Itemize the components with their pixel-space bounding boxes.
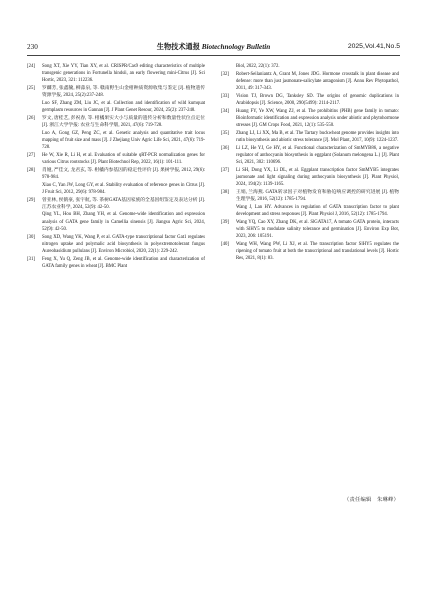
- reference-number: [26]: [27, 115, 35, 121]
- reference-number: [31]: [27, 256, 35, 262]
- page-header: [27, 40, 400, 54]
- reference-text: 罗麟芳, 张鑫毓, 柳淼泉, 等. 赣南野生山金柑种质资源收集与鉴定 [J]. 植物遗传资源学报, 2024, 25(2):237-248.: [42, 86, 205, 99]
- reference-text: Luo SF, Zhang ZM, Liu JC, et al. Collection and identification of wild kumquat germplasm resources in Gannan [J]. J Plant Genet Resour, 2024, 25(2): 237-248.: [42, 100, 205, 114]
- reference-number: [30]: [27, 234, 35, 240]
- reference-text: He W, Xie R, Li H, et al. Evaluation of suitable qRT-PCR normalization genes for various Citrus rootstocks [J]. Plant Biotechnol Rep, 2022, 16(1): 101-111.: [42, 152, 205, 165]
- reference-number: [25]: [27, 86, 35, 92]
- reference-number: [40]: [221, 241, 229, 247]
- reference-item: [221, 130, 399, 144]
- reference-item: [27, 211, 205, 232]
- reference-text: 王娟, 兰海燕. GATA转录因子对植物发育和胁迫响应调控的研究进展 [J]. 植物生理学报, 2016, 52(12): 1785-1794.: [236, 189, 399, 202]
- reference-text: Song XD, Wang YK, Wang P, et al. GATA-type transcriptional factor Gat1 regulates nitrogen uptake and polymalic acid biosynthesis in polyextremotolerant fungus Aureobasidium pullulans [J]. Environ Microbiol, 2020, 22(1): 229-242.: [42, 234, 205, 254]
- reference-text: Feng X, Yu Q, Zeng JB, et al. Genome-wide identification and characterization of GATA family genes in wheat [J]. BMC Plant: [42, 256, 205, 269]
- journal-title-cn: 生物技术通报: [156, 43, 200, 51]
- reference-item: [27, 256, 205, 270]
- reference-text: 罗文, 唐桂艺, 彭祝春, 等. 柑橘果实大小与质量的遗传分析和数量性状位点定位 [J]. 浙江大学学报: 农业与生命科学版, 2021, 47(6): 719-728.: [42, 115, 205, 129]
- reference-text: Huang FY, Ye XW, Wang ZJ, et al. The prohibitins (PHB) gene family in tomato: Bioinformatic identification and expression analysis under abiotic and phytohormone stresses [J]. GM Crops Food, 2021, 12(1): 535-550.: [236, 108, 399, 129]
- reference-number: [36]: [221, 145, 229, 151]
- reference-number: [38]: [221, 189, 229, 195]
- reference-number: [27]: [27, 152, 35, 158]
- responsible-editor: （责任编辑 朱琳峰）: [344, 497, 399, 503]
- reference-item: [27, 152, 205, 166]
- reference-text: Wang J, Lan HY. Advances in regulation of GATA transcription factor to plant development and stress responses [J]. Plant Physiol J, 2016, 52(12): 1785-1794.: [236, 204, 399, 217]
- reference-text: Li LZ, He YJ, Ge HY, et al. Functional characterization of SmMYB86, a negative regulator of anthocyanin biosynthesis in eggplant (Solanum melongena L.) [J]. Plant Sci, 2021, 302: 110696.: [236, 145, 399, 165]
- reference-item: [221, 189, 399, 203]
- reference-text: Zhang LJ, Li XX, Ma B, et al. The Tartary buckwheat genome provides insights into rutin biosynthesis and abiotic stress tolerance [J]. Mol Plant, 2017, 10(9): 1224-1237.: [236, 130, 399, 143]
- reference-text: Li SH, Dong YX, Li DL, et al. Eggplant transcription factor SmMYB5 integrates jasmonate and light signaling during anthocyanin biosynthesis [J]. Plant Physiol, 2024, 194(2): 1139-1165.: [236, 167, 399, 188]
- reference-number: [29]: [27, 197, 35, 203]
- page-number: 230: [27, 43, 38, 51]
- reference-text: Biol, 2022, 22(1): 372.: [236, 64, 280, 69]
- reference-text: Song XT, Xie YY, Tian XY, et al. CRISPR/Cas9 editing characteristics of multiple transgenic generations in Fortunella hindsii, an early flowering mini-Citrus [J]. Sci Hortic, 2023, 321: 112236.: [42, 64, 205, 84]
- reference-text: Wang YQ, Cao XY, Zhang DK, et al. SlGATA17, A tomato GATA protein, interacts with SlHY5 to modulate salinity tolerance and germination [J]. Environ Exp Bot, 2023, 206: 105191.: [236, 219, 399, 239]
- reference-item: [221, 219, 399, 240]
- references-left-column: [27, 63, 205, 271]
- reference-item: [221, 93, 399, 107]
- reference-item: [221, 204, 399, 218]
- reference-item: [27, 85, 205, 99]
- reference-item: [27, 115, 205, 129]
- references-right-column: [221, 63, 399, 263]
- reference-text: Xiao C, Yan JW, Long GY, et al. Stability evaluation of reference genes in Citrus [J]. J Fruit Sci, 2012, 29(6): 978-984.: [42, 182, 205, 195]
- reference-item: [27, 130, 205, 151]
- reference-item: [27, 100, 205, 114]
- reference-item: [27, 167, 205, 181]
- reference-item: [221, 108, 399, 129]
- reference-item: [27, 182, 205, 196]
- reference-item: [27, 197, 205, 211]
- reference-text: Luo A, Gong GZ, Peng ZC, et al. Genetic analysis and quantitative trait locus mapping of fruit size and mass [J]. J Zhejiang Univ Agric Life Sci, 2021, 47(6): 719-728.: [42, 130, 205, 151]
- reference-text: Qing YL, Hou BH, Zhang YH, et al. Genome-wide identification and expression analysis of GATA gene family in Camellia sinensis [J]. Jiangsu Agric Sci, 2024, 52(9): 42-50.: [42, 212, 205, 232]
- issue-info: 2025,Vol.41,No.5: [347, 43, 400, 50]
- reference-number: [33]: [221, 93, 229, 99]
- reference-text: Robert-Seilaniantz A, Grant M, Jones JDG. Hormone crosstalk in plant disease and defense: more than just jasmonate-salicylate antagonism [J]. Annu Rev Phytopathol, 2011, 49: 317-343.: [236, 71, 399, 92]
- reference-item: [27, 63, 205, 84]
- reference-number: [24]: [27, 64, 35, 69]
- reference-number: [34]: [221, 108, 229, 114]
- reference-text: Vision TJ, Brown DG, Tanksley SD. The origins of genomic duplications in Arabidopsis [J]. Science, 2000, 290(5499): 2114-2117.: [236, 93, 399, 106]
- reference-text: 肖娅, 严佳文, 龙君玄, 等. 柑橘内参基因的稳定性评价 [J]. 果树学报, 2012, 29(6): 978-984.: [42, 167, 205, 180]
- reference-text: Wang WH, Wang PW, Li XJ, et al. The transcription factor SlHY5 regulates the ripening of tomato fruit at both the transcriptional and translational levels [J]. Hortic Res, 2021, 8(1): 83.: [236, 241, 399, 261]
- reference-number: [37]: [221, 167, 229, 173]
- reference-text: 曾亚林, 侯鹤豪, 张宇航, 等. 茶树GATA基因家族的全基因组鉴定及表达分析 [J]. 江苏农业科学, 2024, 52(9): 42-50.: [42, 197, 205, 210]
- reference-item: [221, 167, 399, 188]
- reference-number: [28]: [27, 167, 35, 173]
- reference-item: [221, 145, 399, 166]
- reference-number: [35]: [221, 130, 229, 136]
- header-rule: [27, 55, 400, 56]
- reference-item: [221, 241, 399, 262]
- journal-title-en: Biotechnology Bulletin: [201, 43, 271, 51]
- reference-number: [39]: [221, 219, 229, 225]
- reference-item: [221, 71, 399, 92]
- reference-item: [27, 234, 205, 255]
- journal-title: [27, 40, 400, 54]
- reference-number: [32]: [221, 71, 229, 77]
- reference-item: [221, 63, 399, 70]
